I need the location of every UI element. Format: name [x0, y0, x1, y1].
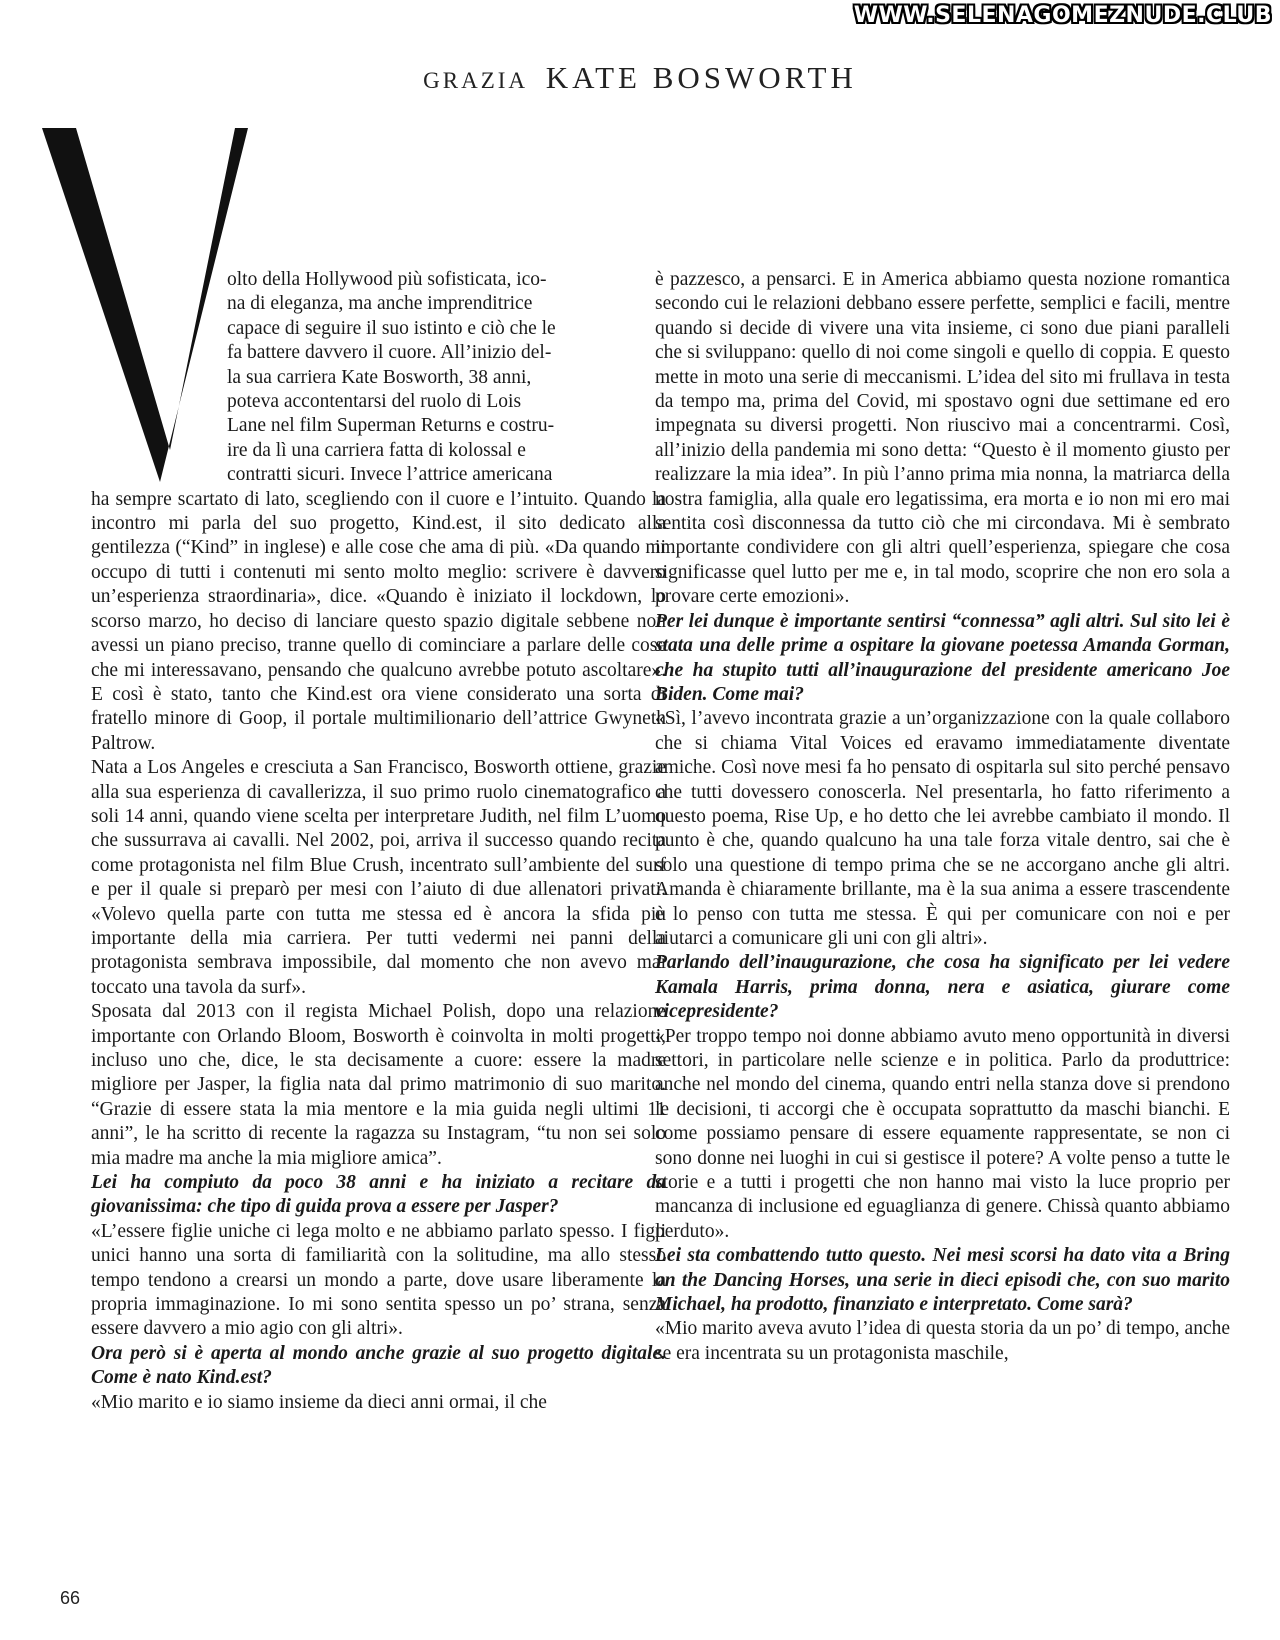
interview-answer: «Mio marito e io siamo insieme da dieci anni ormai, il che [91, 1391, 547, 1413]
interview-answer: è pazzesco, a pensarci. E in America abbiamo questa nozione romantica secondo cui le relazioni debbano essere perfette, semplici e facili, mentre quando si decide di vivere una vita insieme, ci sono due piani paralleli che si sviluppano: quello di noi come singoli e quello di coppia. E questo mette in moto una serie di meccanismi. L’idea del sito mi frullava in testa da tempo ma, prima del Covid, mi spostavo ogni due settimane ed ero impegnata su diversi progetti. Non riuscivo mai a concentrarmi. Così, all’inizio della pandemia mi sono detta: “Questo è il momento giusto per realizzare la mia idea”. In più l’anno prima mia nonna, la matriarca della nostra famiglia, alla quale ero legatissima, era morta e io non mi ero mai sentita così disconnessa da tutto ciò che mi circondava. Mi è sembrato importante condividere con gli altri quell’esperienza, spiegare che cosa significasse quel lutto per me e, in tal modo, scoprire che non ero sola a provare certe emozioni». [655, 269, 1230, 608]
page-number: 66 [60, 1588, 81, 1608]
interview-answer: «Mio marito aveva avuto l’idea di questa storia da un po’ di tempo, anche se era incentrata su un protagonista maschile, [655, 1318, 1230, 1364]
watermark: WWW.SELENAGOMEZNUDE.CLUB [853, 3, 1272, 28]
page-header [0, 60, 1280, 96]
intro-block [227, 268, 666, 488]
interview-question: Ora però si è aperta al mondo anche grazie al suo progetto digitale. Come è nato Kind.est? [91, 1342, 666, 1389]
intro-line: na di eleganza, ma anche imprenditrice [227, 293, 533, 315]
left-column [91, 268, 666, 1415]
intro-line: ire da lì una carriera fatta di kolossal e [227, 439, 526, 461]
right-column [655, 268, 1230, 1366]
body-paragraph: Nata a Los Angeles e cresciuta a San Francisco, Bosworth ottiene, grazie alla sua esperienza di cavallerizza, il suo primo ruolo cinematografico a soli 14 anni, quando viene scelta per interpretare Judith, nel film L’uomo che sussurrava ai cavalli. Nel 2002, poi, arriva il successo quando recita come protagonista nel film Blue Crush, incentrato sull’ambiente del surf e per il quale si preparò per mesi con l’aiuto di due allenatori privati. «Volevo quella parte con tutta me stessa ed è ancora la sfida più importante della mia carriera. Per tutti vedermi nei panni della protagonista sembrava impossibile, dal momento che non avevo mai toccato una tavola da surf». [91, 757, 666, 998]
intro-line: capace di seguire il suo istinto e ciò che le [227, 317, 556, 339]
interview-answer: «Per troppo tempo noi donne abbiamo avuto meno opportunità in diversi settori, in particolare nelle scienze e in politica. Parlo da produttrice: anche nel mondo del cinema, quando entri nella stanza dove si prendono le decisioni, ti accorgi che è occupata soprattutto da maschi bianchi. E come possiamo pensare di essere equamente rappresentate, se non ci sono donne nei luoghi in cui si gestisce il potere? A volte penso a tutte le storie e a tutti i progetti che non hanno mai visto la luce proprio per mancanza di inclusione ed eguaglianza di genere. Chissà quanto abbiamo perduto». [655, 1025, 1230, 1242]
article-subject: KATE BOSWORTH [545, 60, 857, 95]
interview-answer: «Sì, l’avevo incontrata grazie a un’organizzazione con la quale collaboro che si chiama Vital Voices ed eravamo immediatamente diventate amiche. Così nove mesi fa ho pensato di ospitarla sul sito perché pensavo che tutti dovessero conoscerla. Nel presentarla, ho fatto riferimento a questo poema, Rise Up, e ho detto che lei avrebbe cambiato il mondo. Il punto è che, quando qualcuno ha una tale forza vitale dentro, sai che è solo una questione di tempo prima che se ne accorgano anche gli altri. Amanda è chiaramente brillante, ma è la sua anima a essere trascendente e lo penso con tutta me stessa. È qui per comunicare con noi e per aiutarci a comunicare gli uni con gli altri». [655, 708, 1230, 949]
interview-question: Lei ha compiuto da poco 38 anni e ha iniziato a recitare da giovanissima: che tipo di guida prova a essere per Jasper? [91, 1172, 666, 1218]
interview-question: Per lei dunque è importante sentirsi “connessa” agli altri. Sul sito lei è stata una delle prime a ospitare la giovane poetessa Amanda Gorman, che ha stupito tutti all’inaugurazione del presidente americano Joe Biden. Come mai? [655, 610, 1230, 705]
interview-question: Lei sta combattendo tutto questo. Nei mesi scorsi ha dato vita a Bring on the Dancing Horses, una serie in dieci episodi che, con suo marito Michael, ha prodotto, finanziato e interpretato. Come sarà? [655, 1245, 1230, 1316]
intro-line: Lane nel film Superman Returns e costru- [227, 415, 555, 437]
intro-line: contratti sicuri. Invece l’attrice americana [227, 464, 553, 486]
intro-line: olto della Hollywood più sofisticata, ico- [227, 269, 547, 290]
intro-line: fa battere davvero il cuore. All’inizio del- [227, 342, 552, 364]
body-paragraph: ha sempre scartato di lato, scegliendo con il cuore e l’intuito. Quando la incontro mi parla del suo progetto, Kind.est, il sito dedicato alla gentilezza (“Kind” in inglese) e alle cose che ama di più. «Da quando mi occupo di tutti i contenuti mi sento molto meglio: scrivere è davvero un’esperienza straordinaria», dice. «Quando è iniziato il lockdown, lo scorso marzo, ho deciso di lanciare questo spazio digitale sebbene non avessi un piano preciso, tranne quello di cominciare a parlare delle cose che mi interessavano, pensando che qualcuno avrebbe potuto ascoltare». E così è stato, tanto che Kind.est ora viene considerato una sorta di fratello minore di Goop, il portale multimilionario dell’attrice Gwyneth Paltrow. [91, 488, 666, 754]
magazine-name: GRAZIA [423, 68, 529, 93]
interview-question: Parlando dell’inaugurazione, che cosa ha significato per lei vedere Kamala Harris, prima donna, nera e asiatica, giurare come vicepresidente? [655, 952, 1230, 1023]
interview-answer: «L’essere figlie uniche ci lega molto e ne abbiamo parlato spesso. I figli unici hanno una sorta di familiarità con la solitudine, ma allo stesso tempo tendono a crearsi un mondo a parte, dove usare liberamente la propria immaginazione. Io mi sono sentita spesso un po’ strana, senza essere davvero a mio agio con gli altri». [91, 1220, 666, 1340]
body-paragraph: Sposata dal 2013 con il regista Michael Polish, dopo una relazione importante con Orlando Bloom, Bosworth è coinvolta in molti progetti, incluso uno che, dice, le sta decisamente a cuore: essere la madre migliore per Jasper, la figlia nata dal primo matrimonio di suo marito. “Grazie di essere stata la mia mentore e la mia guida negli ultimi 11 anni”, le ha scritto di recente la ragazza su Instagram, “tu non sei solo mia madre ma anche la mia migliore amica”. [91, 1001, 666, 1169]
intro-line: poteva accontentarsi del ruolo di Lois [227, 391, 522, 413]
intro-line: la sua carriera Kate Bosworth, 38 anni, [227, 366, 532, 388]
